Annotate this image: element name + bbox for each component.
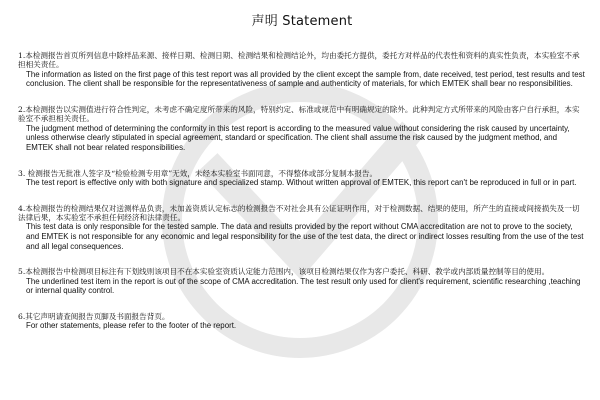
statement-cn-text — [18, 267, 586, 276]
statement-number: 2. — [18, 105, 26, 114]
statement-en-text: The test report is effective only with both signature and specialized stamp. Without written approval of EMTEK, this report can't be reproduced in full or in part. — [26, 178, 577, 187]
statement-cn-body: 其它声明请查阅报告页脚及书面报告背页。 — [25, 311, 170, 321]
statement-en-text: The judgment method of determining the conformity in this test report is according to the measured value without considering the risk caused by uncertainty, unless otherwise clearly stipulated in special agreement, standard or specification. The client shall assume the risk caused by the judgment method, and EMTEK shall not bear related responsibilities. — [26, 123, 570, 152]
statement-item-2 — [18, 105, 586, 153]
statement-en-text: This test data is only responsible for the tested sample. The data and results provided by the report without CMA accreditation are not to prove to the society, and EMTEK is not responsible for any economic and legal responsibility for the use of the test data, the direct or indirect losses resulting from the use of the test and all legal consequences. — [26, 222, 584, 251]
statement-cn-text — [18, 169, 586, 178]
statement-cn-text — [18, 312, 586, 321]
statement-cn-body: 本检测报告首页所列信息中除样品来源、接样日期、检测日期、检测结果和检测结论外，均由委托方提供，委托方对样品的代表性和资料的真实性负责，本实验室不承担相关责任。 — [18, 51, 580, 70]
statement-cn-text — [18, 204, 586, 223]
statement-item-1 — [18, 51, 586, 89]
statement-number: 5. — [18, 267, 26, 277]
statement-number: 6. — [18, 311, 26, 321]
statement-number: 4. — [18, 203, 26, 213]
statement-item-3 — [18, 169, 586, 188]
statement-en-text: For other statements, please refer to the footer of the report. — [26, 321, 237, 331]
statement-number: 3. — [18, 168, 26, 178]
page-title: 声明 Statement — [251, 14, 353, 29]
statement-item-4 — [18, 204, 586, 252]
statement-item-6 — [18, 312, 586, 331]
statement-item-5 — [18, 267, 586, 296]
statement-en-text: The underlined test item in the report is out of the scope of CMA accreditation. The test result only used for client's requirement, scientific researching ,teaching or internal quality control. — [26, 276, 581, 296]
statement-cn-body: 本检测报告的检测结果仅对送测样品负责，未加盖资质认定标志的检测报告不对社会具有公证证明作用，对于检测数据、结果的使用，所产生的直接或间接损失及一切法律后果，本实验室不承担任何经济和法律责任。 — [18, 203, 580, 222]
statement-en-text: The information as listed on the first page of this test report was all provided by the client except the sample from, date received, test period, test results and test conclusion. The client shall be responsible for the representativeness of sample and authenticity of materials, for which EMTEK shall bear no responsibilities. — [26, 69, 585, 89]
statement-cn-text — [18, 51, 586, 70]
statement-cn-body: 本检测报告以实测值进行符合性判定，未考虑不确定度所带来的风险，特别约定、标准或规范中有明确规定的除外。此种判定方式所带来的风险由客户自行承担，本实验室不承担相关责任。 — [18, 105, 580, 124]
statement-number: 1. — [18, 51, 26, 60]
statement-cn-text — [18, 105, 586, 124]
statement-cn-body: 本检测报告中检测项目标注有下划线则该项目不在本实验室资质认定能力范围内，该项目检测结果仅作为客户委托、科研、教学或内部质量控制等目的使用。 — [25, 267, 550, 277]
statement-cn-body: 检测报告无批准人签字及“检验检测专用章”无效，未经本实验室书面同意，不得整体或部分复制本报告。 — [27, 168, 378, 178]
